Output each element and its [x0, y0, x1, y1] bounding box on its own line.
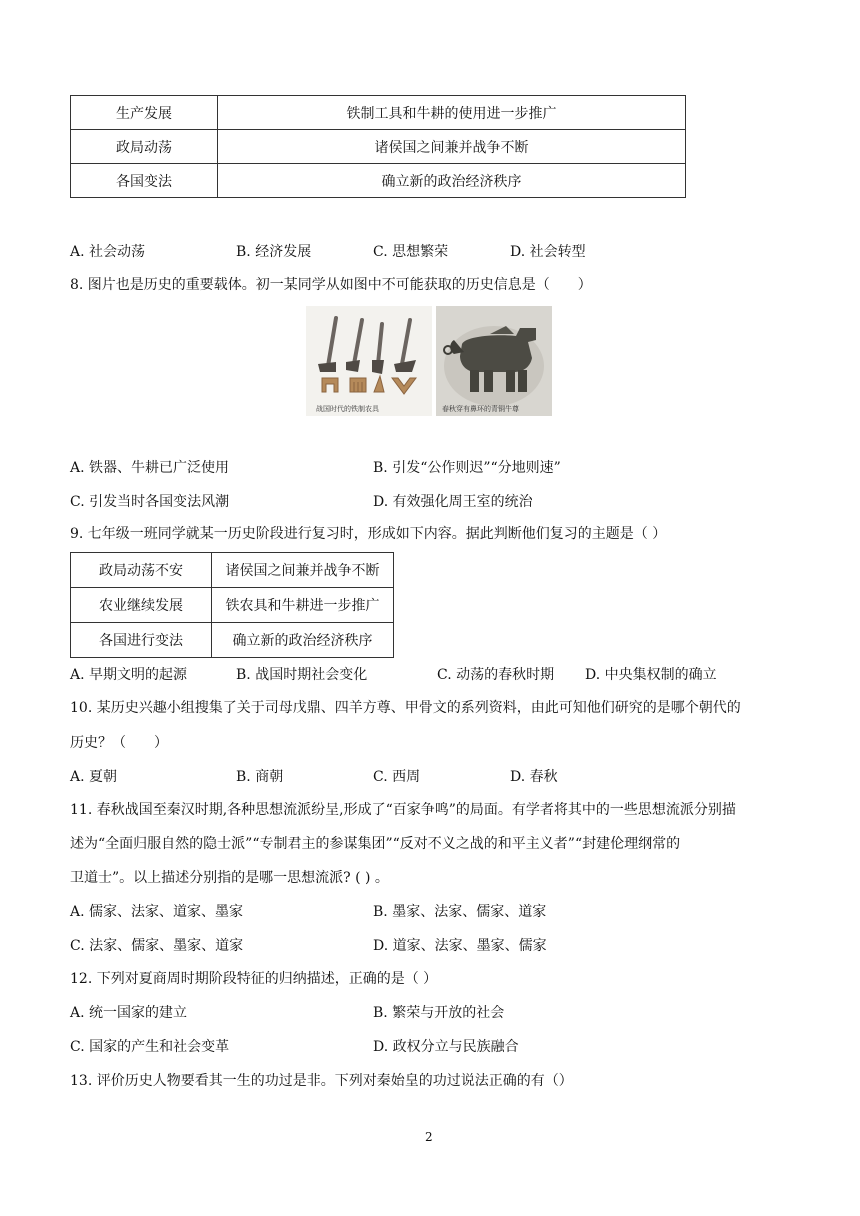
q11-option-b: B. 墨家、法家、儒家、道家	[373, 904, 547, 920]
q9-option-b: B. 战国时期社会变化	[236, 667, 368, 683]
bronze-ox-zun-image	[436, 306, 552, 416]
table-cell: 确立新的政治经济秩序	[212, 623, 394, 658]
q10-stem-line2: 历史？（ ）	[70, 735, 168, 751]
q9-table	[70, 552, 394, 658]
q12-option-a: A. 统一国家的建立	[70, 1005, 188, 1021]
q9-option-c: C. 动荡的春秋时期	[437, 667, 555, 683]
q8-option-d: D. 有效强化周王室的统治	[373, 494, 533, 510]
q12-option-d: D. 政权分立与民族融合	[373, 1039, 519, 1055]
q8-option-b: B. 引发“公作则迟”“分地则速”	[373, 460, 561, 476]
q11-option-a: A. 儒家、法家、道家、墨家	[70, 904, 244, 920]
q8-option-c: C. 引发当时各国变法风潮	[70, 494, 230, 510]
q12-option-b: B. 繁荣与开放的社会	[373, 1005, 505, 1021]
q11-stem-line2: 述为“全面归服自然的隐士派”“专制君主的参谋集团”“反对不义之战的和平主义者”“封建伦理纲常的	[70, 836, 681, 852]
q12-stem: 12. 下列对夏商周时期阶段特征的归纳描述，正确的是（ ）	[70, 971, 438, 987]
table-cell: 铁制工具和牛耕的使用进一步推广	[218, 96, 686, 130]
q7-option-b: B. 经济发展	[236, 244, 312, 260]
table-cell: 农业继续发展	[71, 588, 212, 623]
q13-stem: 13. 评价历史人物要看其一生的功过是非。下列对秦始皇的功过说法正确的有（）	[70, 1073, 573, 1089]
table-cell: 生产发展	[71, 96, 218, 130]
table-cell: 确立新的政治经济秩序	[218, 164, 686, 198]
q11-stem-line3: 卫道士”。以上描述分别指的是哪一思想流派? ( ) 。	[70, 870, 389, 886]
q10-option-a: A. 夏朝	[70, 769, 118, 785]
iron-tools-image	[306, 306, 432, 416]
q10-option-b: B. 商朝	[236, 769, 284, 785]
q7-option-a: A. 社会动荡	[70, 244, 146, 260]
q10-option-c: C. 西周	[373, 769, 421, 785]
table-cell: 诸侯国之间兼并战争不断	[212, 553, 394, 588]
q9-option-a: A. 早期文明的起源	[70, 667, 188, 683]
q10-stem-line1: 10. 某历史兴趣小组搜集了关于司母戊鼎、四羊方尊、甲骨文的系列资料，由此可知他们研究的是哪个朝代的	[70, 700, 741, 716]
q7-option-d: D. 社会转型	[510, 244, 586, 260]
table-cell: 铁农具和牛耕进一步推广	[212, 588, 394, 623]
q11-option-c: C. 法家、儒家、墨家、道家	[70, 938, 244, 954]
q9-option-d: D. 中央集权制的确立	[585, 667, 717, 683]
table-cell: 政局动荡不安	[71, 553, 212, 588]
q8-option-a: A. 铁器、牛耕已广泛使用	[70, 460, 230, 476]
q11-stem-line1: 11. 春秋战国至秦汉时期,各种思想流派纷呈,形成了“百家争鸣”的局面。有学者将其中的一些思想流派分别描	[70, 802, 736, 818]
table-cell: 诸侯国之间兼并战争不断	[218, 130, 686, 164]
table-cell: 各国变法	[71, 164, 218, 198]
table-cell: 政局动荡	[71, 130, 218, 164]
q11-option-d: D. 道家、法家、墨家、儒家	[373, 938, 547, 954]
page-number: 2	[425, 1130, 433, 1144]
iron-tools-caption: 战国时代的铁制农具	[316, 405, 379, 413]
q9-stem: 9. 七年级一班同学就某一历史阶段进行复习时，形成如下内容。据此判断他们复习的主题是（ ）	[70, 526, 667, 542]
q12-option-c: C. 国家的产生和社会变革	[70, 1039, 230, 1055]
summary-table-top	[70, 95, 686, 198]
q8-stem: 8. 图片也是历史的重要载体。初一某同学从如图中不可能获取的历史信息是（ ）	[70, 277, 592, 293]
q7-option-c: C. 思想繁荣	[373, 244, 449, 260]
q10-option-d: D. 春秋	[510, 769, 558, 785]
table-cell: 各国进行变法	[71, 623, 212, 658]
bronze-ox-caption: 春秋穿有鼻环的青铜牛尊	[442, 405, 519, 413]
